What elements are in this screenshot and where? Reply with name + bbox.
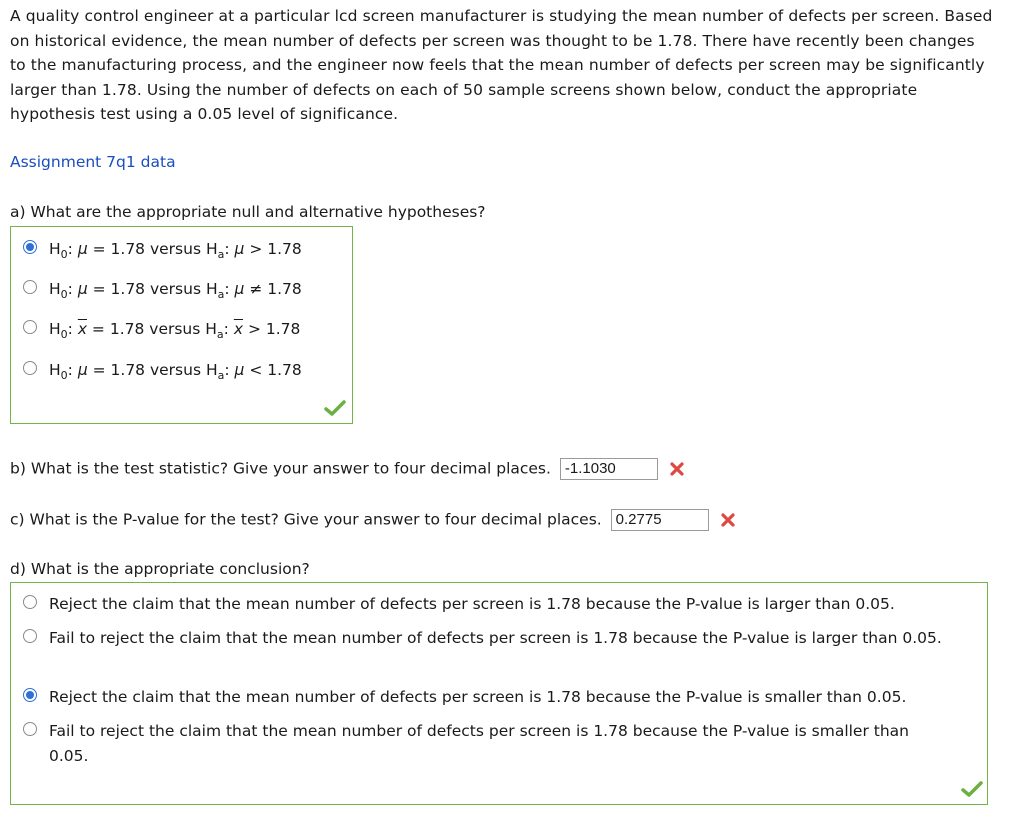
- part-a-option[interactable]: [23, 317, 300, 343]
- radio-button[interactable]: [23, 240, 37, 254]
- question-intro: [10, 4, 1020, 127]
- option-label: Reject the claim that the mean number of defects per screen is 1.78 because the P-value is smaller than 0.05.: [49, 688, 907, 706]
- part-d-answer-box: [10, 582, 988, 805]
- option-label: $H_0$: μ = 1.78 versus $H_a$: μ < 1.78: [49, 361, 302, 382]
- part-d-option[interactable]: [23, 626, 949, 651]
- part-a-option[interactable]: [23, 237, 302, 263]
- x-icon: [720, 512, 736, 528]
- x-icon: [669, 461, 685, 477]
- option-label: Fail to reject the claim that the mean number of defects per screen is 1.78 because the P-value is smaller than 0.05.: [49, 722, 909, 765]
- part-b-question: b) What is the test statistic? Give your answer to four decimal places.: [10, 459, 551, 478]
- radio-button[interactable]: [23, 280, 37, 294]
- radio-button[interactable]: [23, 688, 37, 702]
- radio-button[interactable]: [23, 361, 37, 375]
- option-label: $H_0$: $\overline{x} = 1.78$ versus $H_a$: $\overline{x} > 1.78$: [49, 320, 301, 341]
- intro-line: hypothesis test using a 0.05 level of significance.: [10, 105, 399, 124]
- part-a-answer-box: [10, 226, 353, 424]
- part-c-row: [10, 509, 736, 531]
- part-c-question: c) What is the P-value for the test? Give your answer to four decimal places.: [10, 510, 602, 529]
- test-statistic-input[interactable]: -1.1030: [560, 458, 658, 480]
- part-a-question: a) What are the appropriate null and alternative hypotheses?: [10, 203, 486, 221]
- option-label: $H_0$: μ = 1.78 versus $H_a$: μ > 1.78: [49, 240, 302, 261]
- radio-button[interactable]: [23, 320, 37, 334]
- part-a-option[interactable]: [23, 277, 302, 303]
- option-label: Fail to reject the claim that the mean number of defects per screen is 1.78 because the P-value is larger than 0.05.: [49, 629, 942, 647]
- part-d-option[interactable]: [23, 685, 906, 709]
- radio-button[interactable]: [23, 722, 37, 736]
- radio-button[interactable]: [23, 629, 37, 643]
- option-label: Reject the claim that the mean number of defects per screen is 1.78 because the P-value is larger than 0.05.: [49, 595, 895, 613]
- intro-line: to the manufacturing process, and the engineer now feels that the mean number of defects per screen may be significantly: [10, 56, 985, 75]
- part-d-option[interactable]: [23, 719, 949, 769]
- radio-button[interactable]: [23, 595, 37, 609]
- check-icon: [324, 400, 346, 416]
- intro-line: A quality control engineer at a particular lcd screen manufacturer is studying the mean number of defects per screen. Based: [10, 7, 993, 25]
- intro-line: larger than 1.78. Using the number of defects on each of 50 sample screens shown below, conduct the appropriate: [10, 80, 918, 99]
- part-d-option[interactable]: [23, 592, 895, 616]
- intro-line: on historical evidence, the mean number of defects per screen was thought to be 1.78. There have recently been changes: [10, 31, 975, 50]
- part-d-question: d) What is the appropriate conclusion?: [10, 560, 310, 578]
- p-value-input[interactable]: 0.2775: [611, 509, 709, 531]
- part-a-option[interactable]: [23, 358, 302, 384]
- assignment-data-link[interactable]: Assignment 7q1 data: [10, 153, 176, 171]
- check-icon: [961, 781, 983, 797]
- part-b-row: [10, 458, 685, 480]
- option-label: $H_0$: μ = 1.78 versus $H_a$: μ ≠ 1.78: [49, 280, 302, 301]
